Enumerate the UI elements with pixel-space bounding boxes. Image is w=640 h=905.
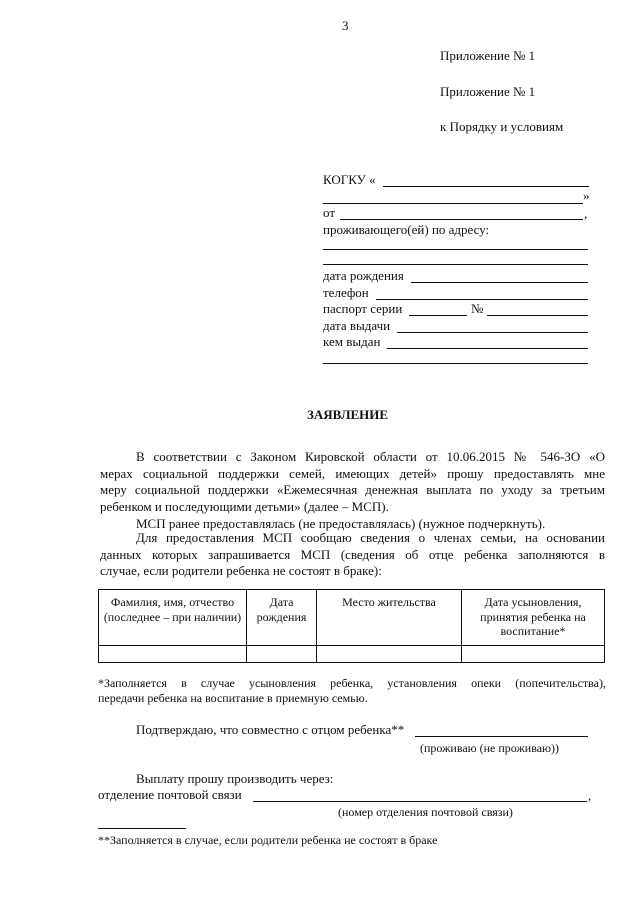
cohabitation-hint: (проживаю (не проживаю)): [420, 741, 560, 755]
table-cell-residence[interactable]: [317, 646, 462, 663]
phone-label: телефон: [323, 285, 369, 300]
column-header-birth-date: Дата рождения: [247, 590, 317, 646]
address-field-1[interactable]: [323, 249, 588, 250]
msp-previous-statement: МСП ранее предоставлялась (не предоставлялась) (нужное подчеркнуть).: [136, 516, 546, 531]
paragraph-line: случае, если родители ребенка не состоят в браке):: [100, 563, 382, 578]
address-field-2[interactable]: [323, 264, 588, 265]
annex-label-2: Приложение № 1: [440, 84, 536, 99]
kogku-field[interactable]: [383, 186, 589, 187]
page-number: 3: [342, 18, 349, 33]
annex-order-label: к Порядку и условиям: [440, 119, 564, 134]
document-title: ЗАЯВЛЕНИЕ: [307, 407, 389, 422]
footnote-parents: **Заполняется в случае, если родители ребенка не состоят в браке: [98, 833, 438, 847]
table-cell-name[interactable]: [99, 646, 247, 663]
from-label: от: [323, 205, 336, 220]
paragraph-line: мерах социальной поддержки семей, имеющих детей» прошу предоставлять мне: [100, 465, 605, 481]
passport-series-label: паспорт серии: [323, 301, 403, 316]
birth-date-field[interactable]: [411, 282, 588, 283]
table-header-row: [99, 590, 605, 646]
quote-close: »: [583, 188, 590, 203]
cohabitation-statement: Подтверждаю, что совместно с отцом ребенка**: [136, 722, 405, 737]
paragraph-line: В соответствии с Законом Кировской области от 10.06.2015 № 546-ЗО «О: [136, 449, 605, 464]
table-cell-adoption-date[interactable]: [462, 646, 605, 663]
paragraph-line: ребенком и последующими детьми» (далее – МСП).: [100, 498, 389, 514]
paragraph-line: Для предоставления МСП сообщаю сведения о членах семьи, на основании: [136, 530, 605, 545]
footnote-divider: [98, 828, 186, 829]
paragraph-line: меру социальной поддержки «Ежемесячная денежная выплата по уходу за третьим: [100, 482, 605, 497]
from-field[interactable]: [340, 219, 583, 220]
passport-number-sign: №: [471, 301, 484, 316]
kogku-label: КОГКУ «: [323, 172, 376, 187]
post-office-comma: ,: [588, 788, 592, 803]
column-header-adoption-date: Дата усыновления, принятия ребенка на воспитание*: [462, 590, 605, 646]
passport-series-field[interactable]: [409, 315, 467, 316]
post-office-label: отделение почтовой связи: [98, 787, 242, 802]
passport-number-field[interactable]: [487, 315, 588, 316]
paragraph-line: данных которых запрашивается МСП (сведения об отце ребенка заполняются в: [100, 546, 605, 562]
table-row: [99, 646, 605, 663]
request-paragraph: [100, 449, 605, 515]
issued-by-label: кем выдан: [323, 334, 381, 349]
kogku-field-line-2[interactable]: [323, 203, 583, 204]
footnote-adoption: [98, 676, 606, 706]
from-comma: ,: [584, 206, 588, 221]
issue-date-field[interactable]: [397, 332, 588, 333]
column-header-residence: Место жительства: [317, 590, 462, 646]
footnote-line: передачи ребенка на воспитание в приемную семью.: [98, 691, 368, 705]
cohabitation-field[interactable]: [415, 736, 588, 737]
table-cell-birth-date[interactable]: [247, 646, 317, 663]
post-office-field[interactable]: [253, 801, 587, 802]
birth-date-label: дата рождения: [323, 268, 404, 283]
residing-label: проживающего(ей) по адресу:: [323, 222, 490, 237]
payment-statement: Выплату прошу производить через:: [136, 771, 334, 786]
post-office-hint: (номер отделения почтовой связи): [338, 805, 513, 819]
column-header-name: Фамилия, имя, отчество (последнее – при наличии): [99, 590, 247, 646]
family-info-paragraph: [100, 530, 605, 580]
issued-by-field[interactable]: [387, 348, 588, 349]
family-members-table: [98, 589, 605, 663]
issued-by-field-2[interactable]: [323, 363, 588, 364]
annex-label-1: Приложение № 1: [440, 48, 536, 63]
footnote-line: *Заполняется в случае усыновления ребенка, установления опеки (попечительства),: [98, 676, 606, 690]
issue-date-label: дата выдачи: [323, 318, 391, 333]
phone-field[interactable]: [376, 299, 588, 300]
